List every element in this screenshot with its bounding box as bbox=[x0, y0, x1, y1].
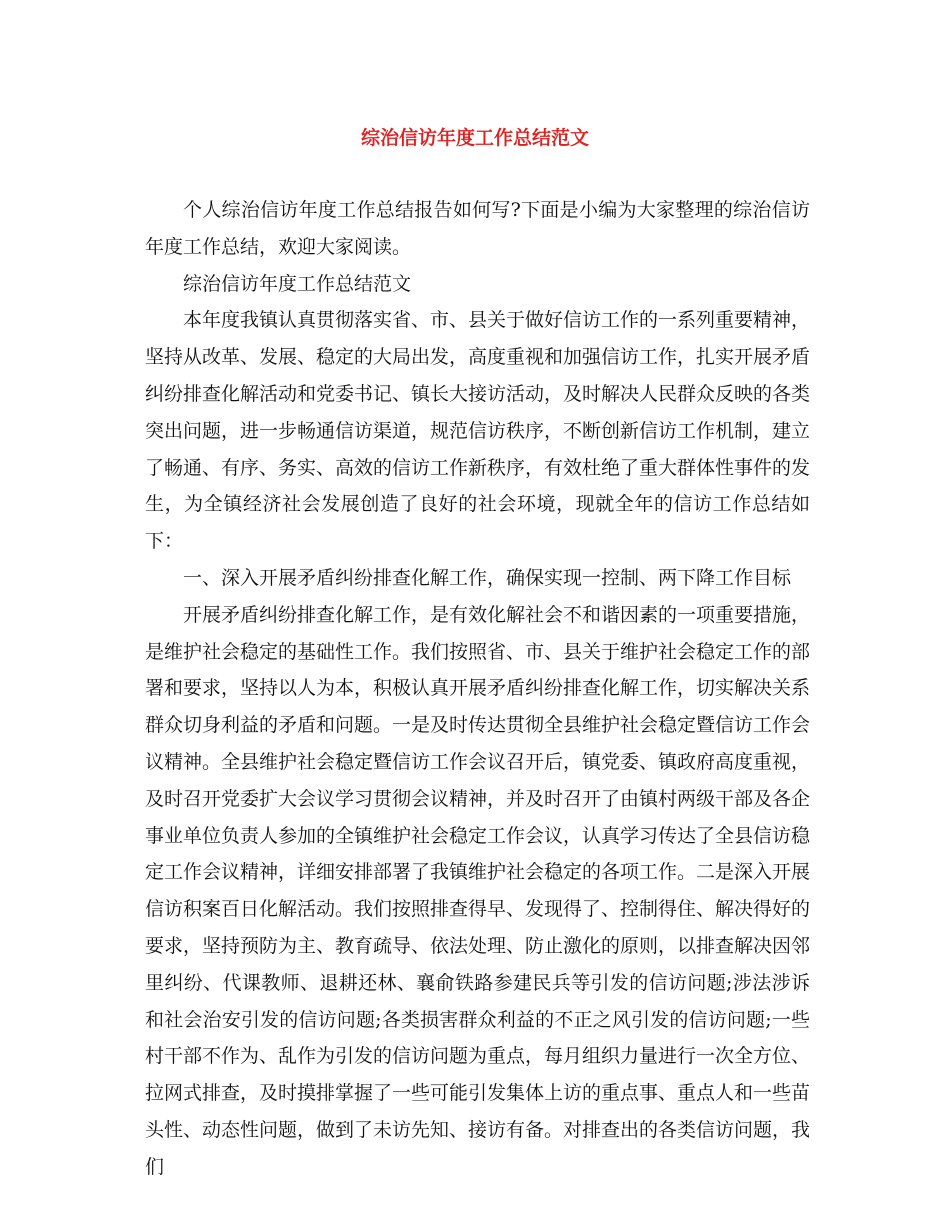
document-title: 综治信访年度工作总结范文 bbox=[360, 127, 589, 149]
paragraph-subtitle: 综治信访年度工作总结范文 bbox=[183, 272, 412, 295]
paragraph-intro: 个人综治信访年度工作总结报告如何写?下面是小编为大家整理的综治信访年度工作总结，欢迎大家阅读。 bbox=[145, 199, 810, 258]
section-heading-1: 一、深入开展矛盾纠纷排查化解工作，确保实现一控制、两下降工作目标 bbox=[183, 566, 792, 589]
paragraph-overview: 本年度我镇认真贯彻落实省、市、县关于做好信访工作的一系列重要精神，坚持从改革、发展、稳定的大局出发，高度重视和加强信访工作，扎实开展矛盾纠纷排查化解活动和党委书记、镇长大接访活动，及时解决人民群众反映的各类突出问题，进一步畅通信访渠道，规范信访秩序，不断创新信访工作机制，建立了畅通、有序、务实、高效的信访工作新秩序，有效杜绝了重大群体性事件的发生，为全镇经济社会发展创造了良好的社会环境，现就全年的信访工作总结如下： bbox=[145, 309, 811, 553]
paragraph-section-1: 开展矛盾纠纷排查化解工作，是有效化解社会不和谐因素的一项重要措施，是维护社会稳定的基础性工作。我们按照省、市、县关于维护社会稳定工作的部署和要求，坚持以人为本，积极认真开展矛盾纠纷排查化解工作，切实解决关系群众切身利益的矛盾和问题。一是及时传达贯彻全县维护社会稳定暨信访工作会议精神。全县维护社会稳定暨信访工作会议召开后，镇党委、镇政府高度重视，及时召开党委扩大会议学习贯彻会议精神，并及时召开了由镇村两级干部及各企事业单位负责人参加的全镇维护社会稳定工作会议，认真学习传达了全县信访稳定工作会议精神，详细安排部署了我镇维护社会稳定的各项工作。二是深入开展信访积案百日化解活动。我们按照排查得早、发现得了、控制得住、解决得好的要求，坚持预防为主、教育疏导、依法处理、防止激化的原则，以排查解决因邻里纠纷、代课教师、退耕还林、襄俞铁路参建民兵等引发的信访问题;涉法涉诉和社会治安引发的信访问题;各类损害群众利益的不正之风引发的信访问题;一些村干部不作为、乱作为引发的信访问题为重点，每月组织力量进行一次全方位、拉网式排查，及时摸排掌握了一些可能引发集体上访的重点事、重点人和一些苗头性、动态性问题，做到了未访先知、接访有备。对排查出的各类信访问题，我们 bbox=[145, 603, 811, 1178]
document-body bbox=[145, 192, 810, 1186]
